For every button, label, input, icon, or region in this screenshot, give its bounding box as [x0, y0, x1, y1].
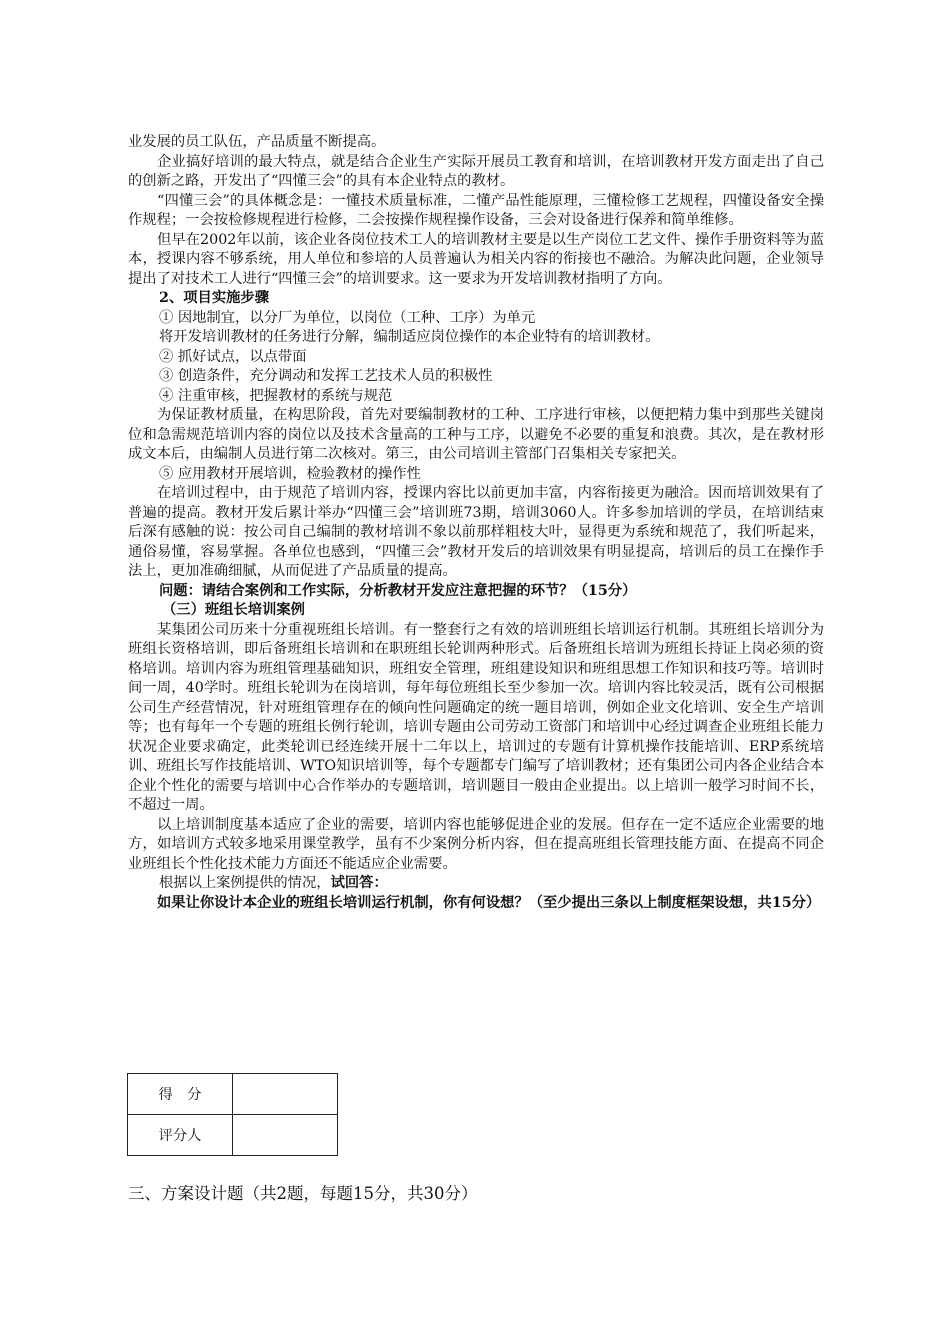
step-1: ① 因地制宜，以分厂为单位，以岗位（工种、工序）为单元 — [159, 309, 536, 326]
answer-prompt-emphasis: 试回答： — [330, 875, 388, 891]
step-2: ② 抓好试点，以点带面 — [159, 348, 307, 365]
heading-implementation-steps: 2、项目实施步骤 — [159, 290, 270, 306]
grader-row — [128, 1115, 338, 1156]
paragraph-team-leader-training: 某集团公司历来十分重视班组长培训。有一整套行之有效的培训班组长培训运行机制。其班组长培训分为班组长资格培训，即后备班组长培训和在职班组长轮训两种形式。后备班组长培训为班组长持证上岗必须的资格培训。培训内容为班组管理基础知识，班组安全管理，班组建设知识和班组思想工作知识和技巧等。培训时间一周，40学时。班组长轮训为在岗培训，每年每位班组长至少参加一次。培训内容比较灵活，既有公司根据公司生产经营情况，针对班组管理存在的倾向性问题确定的统一题目培训，例如企业文化培训、安全生产培训等；也有每年一个专题的班组长例行轮训，培训专题由公司劳动工资部门和培训中心经过调查企业班组长能力状况企业要求确定，此类轮训已经连续开展十二年以上，培训过的专题有计算机操作技能培训、ERP系统培训、班组长写作技能培训、WTO知识培训等，每个专题都专门编写了培训教材；还有集团公司内各企业结合本企业个性化的需要与培训中心合作举办的专题培训，培训题目一般由企业提出。以上培训一般学习时间不长，不超过一周。 — [128, 621, 824, 813]
score-cell — [233, 1074, 338, 1115]
grader-label: 评分人 — [128, 1115, 233, 1156]
grader-cell — [233, 1115, 338, 1156]
paragraph-background-2002: 但早在2002年以前，该企业各岗位技术工人的培训教材主要是以生产岗位工艺文件、操作手册资料等为蓝本，授课内容不够系统，用人单位和参培的人员普遍认为相关内容的衔接也不融洽。为解决此问题，企业领导提出了对技术工人进行“四懂三会”的培训要求。这一要求为开发培训教材指明了方向。 — [128, 231, 824, 287]
score-row — [128, 1074, 338, 1115]
document-body — [128, 133, 824, 913]
step-5-detail: 在培训过程中，由于规范了培训内容，授课内容比以前更加丰富，内容衔接更为融洽。因而培训效果有了普遍的提高。教材开发后累计举办“四懂三会”培训班73期，培训3060人。许多参加培训的学员，在培训结束后深有感触的说：按公司自己编制的教材培训不象以前那样粗枝大叶，显得更为系统和规范了，我们听起来，通俗易懂，容易掌握。各单位也感到，“四懂三会”教材开发后的培训效果有明显提高，培训后的员工在操作手法上，更加准确细腻，从而促进了产品质量的提高。 — [128, 485, 824, 579]
paragraph-training-limitations: 以上培训制度基本适应了企业的需要，培训内容也能够促进企业的发展。但存在一定不适应企业需要的地方，如培训方式较多地采用课堂教学，虽有不少案例分析内容，但在提高班组长管理技能方面、在提高不同企业班组长个性化技术能力方面还不能适应企业需要。 — [128, 816, 824, 872]
answer-prompt-lead: 根据以上案例提供的情况， — [159, 875, 331, 891]
step-4-detail: 为保证教材质量，在构思阶段，首先对要编制教材的工种、工序进行审核，以便把精力集中到那些关键岗位和急需规范培训内容的岗位以及技术含量高的工种与工序，以避免不必要的重复和浪费。其次，是在教材形成文本后，由编制人员进行第二次核对。第三，由公司培训主管部门召集相关专家把关。 — [128, 407, 824, 462]
heading-team-leader-case: （三）班组长培训案例 — [162, 602, 305, 618]
question-team-leader-mechanism: 如果让你设计本企业的班组长培训运行机制，你有何设想？（至少提出三条以上制度框架设想，共15分） — [157, 894, 821, 911]
paragraph-continuation: 业发展的员工队伍，产品质量不断提高。 — [128, 134, 386, 150]
score-table — [127, 1073, 338, 1156]
step-5: ⑤ 应用教材开展培训，检验教材的操作性 — [159, 465, 421, 482]
section-heading: 三、方案设计题（共2题，每题15分，共30分） — [128, 1184, 478, 1203]
paragraph-training-feature: 企业搞好培训的最大特点，就是结合企业生产实际开展员工教育和培训，在培训教材开发方面走出了自己的创新之路，开发出了“四懂三会”的具有本企业特点的教材。 — [128, 153, 824, 189]
paragraph-four-three-concept: “四懂三会”的具体概念是：一懂技术质量标准，二懂产品性能原理，三懂检修工艺规程，四懂设备安全操作规程；一会按检修规程进行检修，二会按操作规程操作设备，三会对设备进行保养和简单维修。 — [128, 192, 824, 228]
step-1-detail: 将开发培训教材的任务进行分解，编制适应岗位操作的本企业特有的培训教材。 — [159, 329, 660, 345]
score-label: 得 分 — [128, 1074, 233, 1115]
step-4: ④ 注重审核，把握教材的系统与规范 — [159, 387, 393, 404]
question-material-development: 问题：请结合案例和工作实际，分析教材开发应注意把握的环节？（15分） — [159, 582, 637, 599]
paragraph-answer-prompt — [128, 874, 824, 894]
step-3: ③ 创造条件，充分调动和发挥工艺技术人员的积极性 — [159, 368, 493, 384]
